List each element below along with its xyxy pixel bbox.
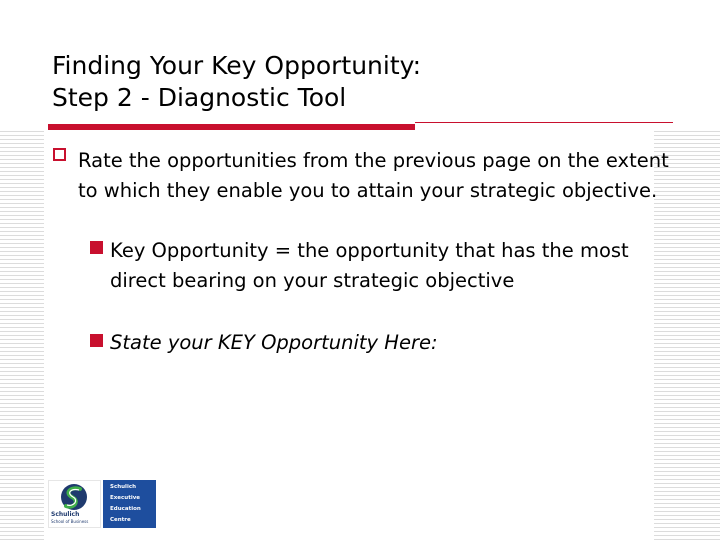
schulich-emblem-icon — [49, 482, 100, 512]
sub-bullet-state-here: State your KEY Opportunity Here: — [110, 331, 438, 354]
schulich-logo-subname: School of Business — [51, 519, 89, 524]
schulich-logo — [48, 480, 101, 528]
title-line-2: Step 2 - Diagnostic Tool — [52, 83, 347, 112]
schulich-logo-name: Schulich — [51, 511, 80, 518]
slide-title — [52, 50, 421, 114]
exec-logo-line: Schulich — [110, 484, 136, 490]
hollow-square-icon — [53, 148, 66, 161]
executive-education-logo — [103, 480, 156, 528]
title-underline-thick — [48, 124, 415, 130]
exec-logo-line: Centre — [110, 517, 131, 523]
exec-logo-line: Executive — [110, 495, 141, 501]
title-line-1: Finding Your Key Opportunity: — [52, 51, 422, 80]
exec-logo-line: Education — [110, 506, 141, 512]
sub-bullet-key-opportunity: Key Opportunity = the opportunity that has the most direct bearing on your strategic objective — [110, 239, 629, 292]
filled-square-icon — [90, 334, 103, 347]
main-bullet-text: Rate the opportunities from the previous page on the extent to which they enable you to attain your strategic objective. — [78, 149, 669, 202]
filled-square-icon — [90, 241, 103, 254]
title-underline-thin — [415, 122, 673, 123]
